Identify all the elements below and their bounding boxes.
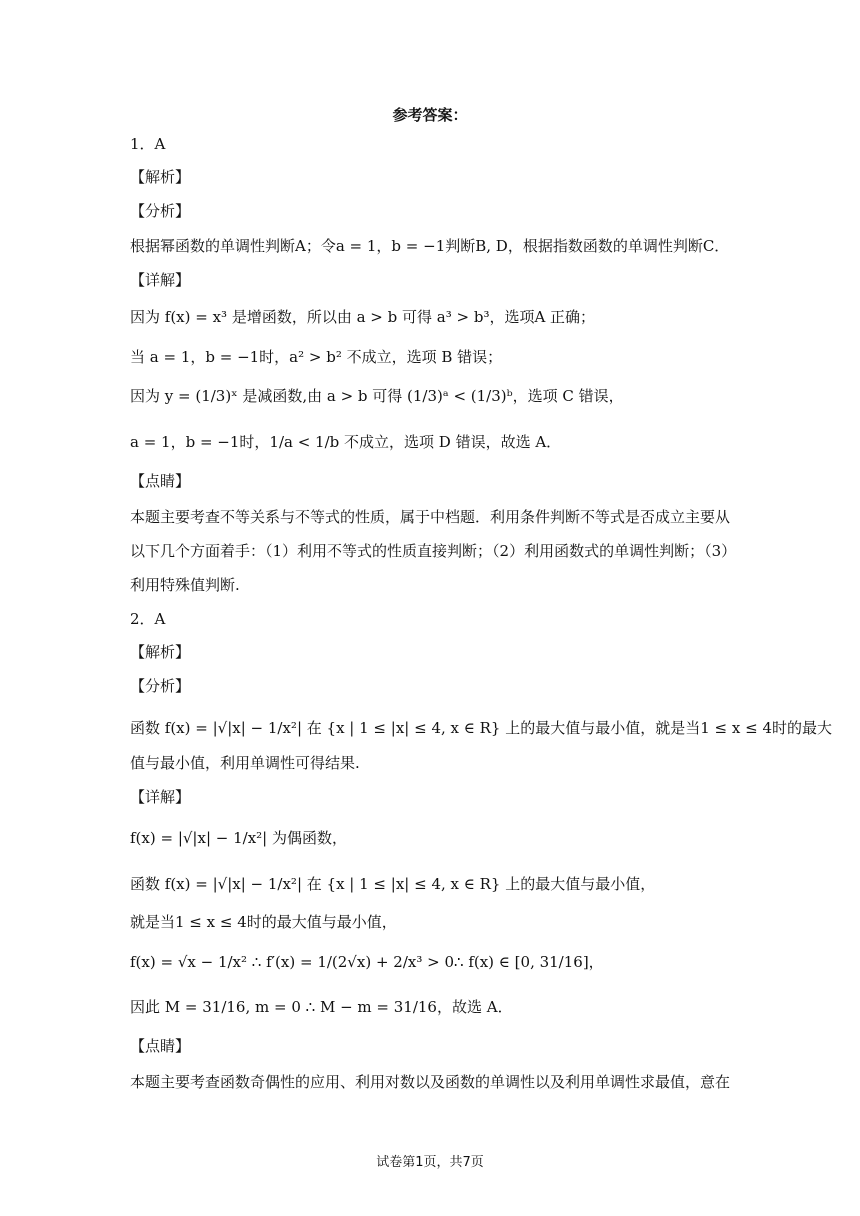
q1-section-fenxi: 【分析】 — [130, 202, 191, 220]
q1-section-jiexi: 【解析】 — [130, 168, 191, 186]
q2-number: 2．A — [130, 610, 166, 628]
q1-detail-line3: 因为 y = (1/3)ˣ 是减函数,由 a > b 可得 (1/3)ᵃ < (1/3)ᵇ，选项 C 错误， — [130, 387, 624, 405]
q2-section-dianjing: 【点睛】 — [130, 1037, 191, 1055]
q1-dianjing-text1: 本题主要考查不等关系与不等式的性质，属于中档题．利用条件判断不等式是否成立主要从 — [130, 508, 731, 526]
q1-fenxi-text: 根据幂函数的单调性判断A；令a = 1，b = −1判断B, D，根据指数函数的单调性判断C． — [130, 237, 730, 255]
page-title: 参考答案： — [392, 106, 468, 124]
q2-detail-line4: f(x) = √x − 1/x² ∴ f′(x) = 1/(2√x) + 2/x³ > 0∴ f(x) ∈ [0, 31/16]， — [130, 953, 604, 971]
q1-number: 1．A — [130, 135, 166, 153]
q1-section-dianjing: 【点睛】 — [130, 472, 191, 490]
q1-detail-line2: 当 a = 1，b = −1时，a² > b² 不成立，选项 B 错误； — [130, 348, 503, 366]
q1-detail-line4: a = 1，b = −1时，1/a < 1/b 不成立，选项 D 错误，故选 A． — [130, 433, 562, 451]
q1-detail-line1: 因为 f(x) = x³ 是增函数，所以由 a > b 可得 a³ > b³，选项A 正确； — [130, 308, 596, 326]
q2-section-xiangjie: 【详解】 — [130, 788, 191, 806]
q1-section-xiangjie: 【详解】 — [130, 271, 191, 289]
q2-fenxi-text2: 值与最小值，利用单调性可得结果. — [130, 754, 360, 772]
q2-section-jiexi: 【解析】 — [130, 643, 191, 661]
page-footer: 试卷第1页，共7页 — [376, 1155, 484, 1170]
q2-dianjing-text1: 本题主要考查函数奇偶性的应用、利用对数以及函数的单调性以及利用单调性求最值，意在 — [130, 1073, 731, 1091]
q2-detail-line2: 函数 f(x) = |√|x| − 1/x²| 在 {x | 1 ≤ |x| ≤ 4, x ∈ R} 上的最大值与最小值， — [130, 875, 656, 893]
q1-dianjing-text3: 利用特殊值判断. — [130, 576, 240, 594]
q2-detail-line5: 因此 M = 31/16, m = 0 ∴ M − m = 31/16，故选 A． — [130, 998, 513, 1016]
q2-detail-line3: 就是当1 ≤ x ≤ 4时的最大值与最小值， — [130, 913, 397, 931]
q1-dianjing-text2: 以下几个方面着手：（1）利用不等式的性质直接判断；（2）利用函数式的单调性判断；（3） — [130, 542, 737, 560]
q2-section-fenxi: 【分析】 — [130, 677, 191, 695]
q2-fenxi-text1: 函数 f(x) = |√|x| − 1/x²| 在 {x | 1 ≤ |x| ≤ 4, x ∈ R} 上的最大值与最小值，就是当1 ≤ x ≤ 4时的最大 — [130, 719, 832, 737]
q2-detail-line1: f(x) = |√|x| − 1/x²| 为偶函数， — [130, 829, 347, 847]
